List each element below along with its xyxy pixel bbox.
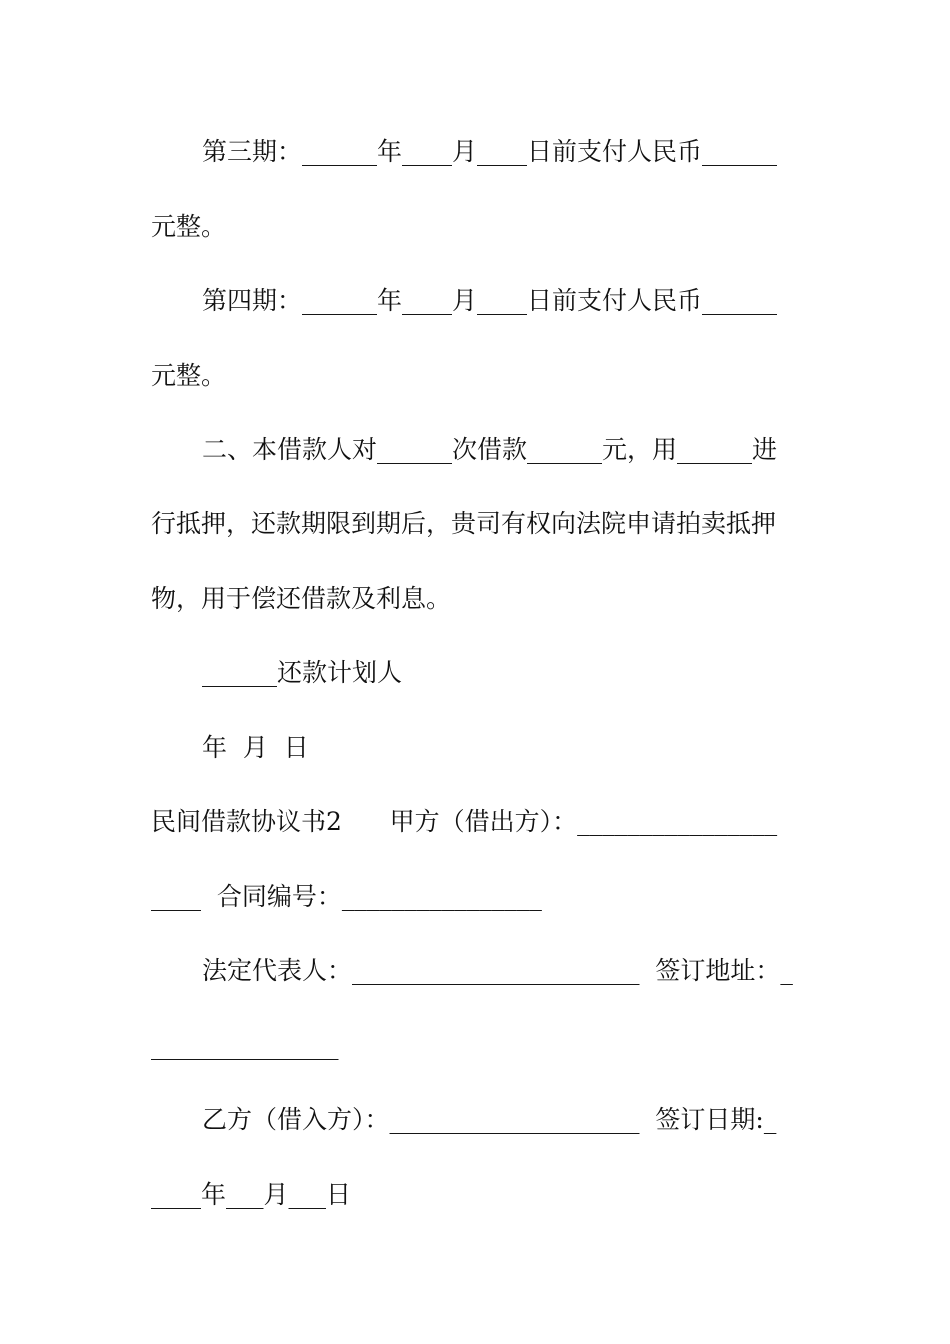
text-line: ____年___月___日 [151,1180,352,1209]
text-line: 第四期：______年____月____日前支付人民币______ [202,286,778,315]
heading-line: 民间借款协议书2 甲方（借出方）：________________ [151,807,778,836]
text-line: 元整。 [151,212,227,241]
text-line: 二、本借款人对______次借款______元，用______进 [202,435,778,464]
text-line: 物，用于偿还借款及利息。 [151,584,452,613]
text-line: 元整。 [151,361,227,390]
text-line: 行抵押，还款期限到期后，贵司有权向法院申请拍卖抵押 [151,509,777,538]
text-line: _______________ [151,1031,339,1060]
text-line: ______还款计划人 [202,658,403,687]
date-line: 年 月 日 [202,733,309,762]
text-line: 乙方（借入方）：____________________ 签订日期:_ [202,1105,777,1134]
text-line: ____ 合同编号：________________ [151,882,542,911]
text-line: 法定代表人：_______________________ 签订地址：_ [202,956,793,985]
text-line: 第三期：______年____月____日前支付人民币______ [202,137,778,166]
